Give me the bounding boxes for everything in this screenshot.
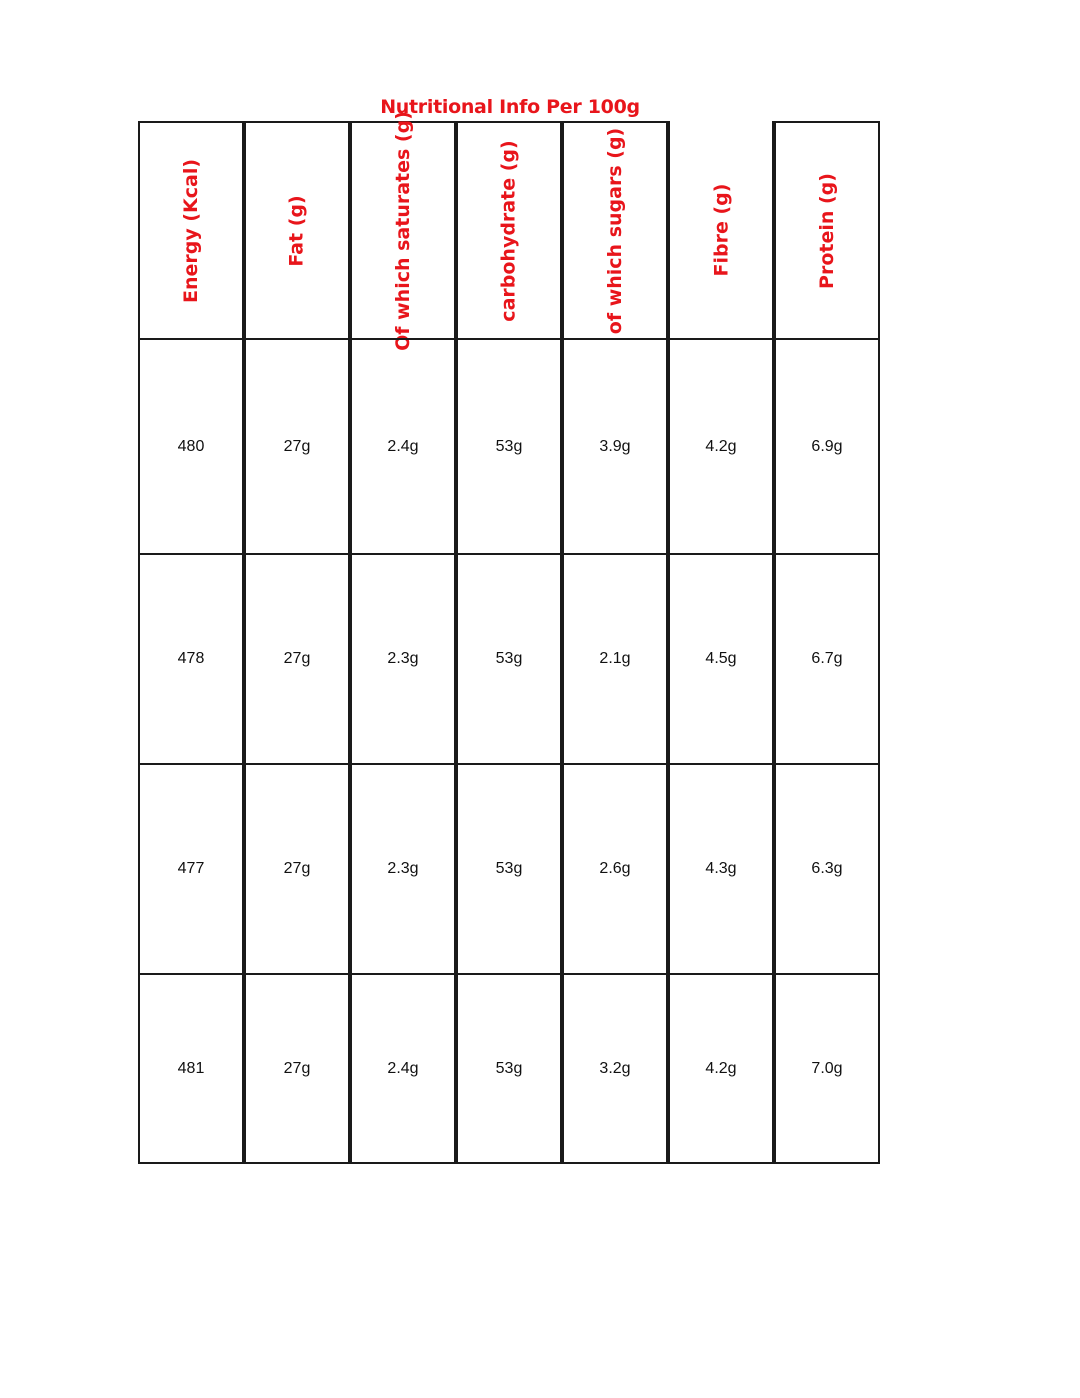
table-cell: 478 [138,553,244,765]
table-cell: 6.9g [774,338,880,555]
table-title: Nutritional Info Per 100g [380,96,640,118]
header-label: of which sugars (g) [604,127,627,334]
header-carbohydrate [456,121,562,340]
header-label: Energy (Kcal) [180,158,202,303]
table-cell: 2.3g [350,763,456,975]
table-cell: 4.2g [668,973,774,1164]
table-cell: 2.6g [562,763,668,975]
header-protein [774,121,880,340]
table-cell: 53g [456,763,562,975]
table-cell: 2.3g [350,553,456,765]
table-cell: 27g [244,973,350,1164]
table-cell: 2.4g [350,338,456,555]
table-cell: 6.3g [774,763,880,975]
table-cell: 53g [456,553,562,765]
header-fibre [668,121,774,340]
header-label: Fibre (g) [710,183,732,276]
table-cell: 4.3g [668,763,774,975]
table-cell: 7.0g [774,973,880,1164]
nutrition-table [138,110,882,1164]
table-cell: 3.2g [562,973,668,1164]
table-cell: 27g [244,763,350,975]
header-label: carbohydrate (g) [498,139,520,322]
header-energy [138,121,244,340]
table-cell: 27g [244,553,350,765]
header-label: Of which saturates (g) [392,110,415,351]
table-cell: 3.9g [562,338,668,555]
table-cell: 477 [138,763,244,975]
table-cell: 480 [138,338,244,555]
table-cell: 481 [138,973,244,1164]
table-cell: 4.2g [668,338,774,555]
table-cell: 53g [456,338,562,555]
header-label: Protein (g) [816,172,839,289]
header-fat [244,121,350,340]
table-cell: 27g [244,338,350,555]
header-sugars [562,121,668,340]
table-cell: 6.7g [774,553,880,765]
table-cell: 53g [456,973,562,1164]
table-cell: 4.5g [668,553,774,765]
table-cell: 2.4g [350,973,456,1164]
header-label: Fat (g) [285,194,308,267]
table-cell: 2.1g [562,553,668,765]
header-saturates [350,110,456,351]
